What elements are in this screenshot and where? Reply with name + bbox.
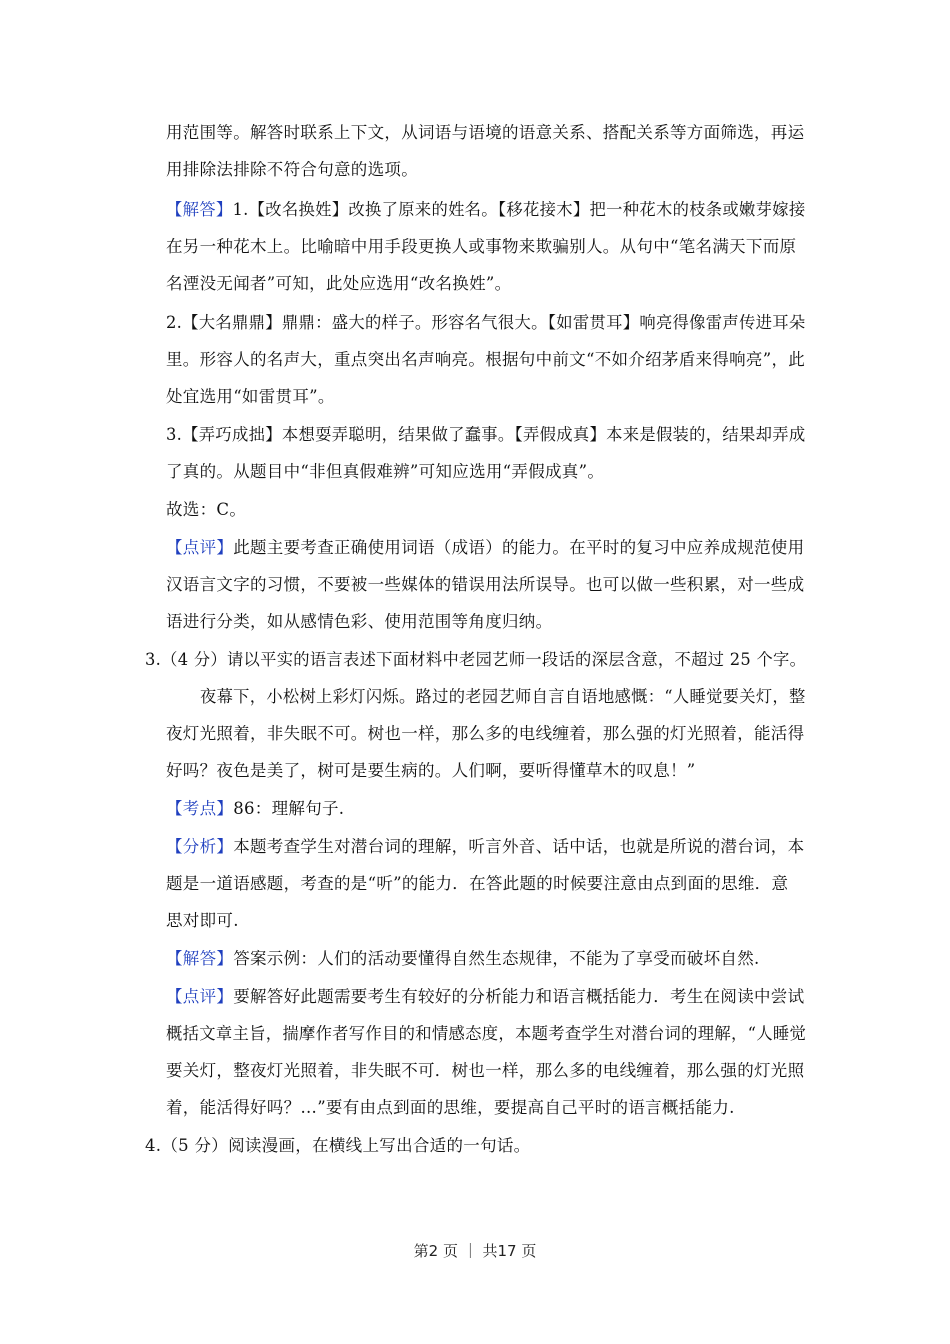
line-text: 3.【弄巧成拙】本想耍弄聪明，结果做了蠢事。【弄假成真】本来是假装的，结果却弄成 xyxy=(166,425,806,444)
line-text: 用范围等。解答时联系上下文，从词语与语境的语意关系、搭配关系等方面筛选，再运 xyxy=(166,123,805,142)
answer-line xyxy=(166,199,806,221)
text-line xyxy=(166,349,805,371)
text-line xyxy=(166,312,806,334)
question-4-line xyxy=(145,1135,531,1157)
line-text: 汉语言文字的习惯，不要被一些媒体的错误用法所误导。也可以做一些积累，对一些成 xyxy=(166,575,805,594)
line-text: 了真的。从题目中“非但真假难辨”可知应选用“弄假成真”。 xyxy=(166,462,605,481)
text-line xyxy=(166,910,239,932)
text-line xyxy=(166,611,552,633)
line-text: 要关灯，整夜灯光照着，非失眠不可．树也一样，那么多的电线缠着，那么强的灯光照 xyxy=(166,1061,805,1080)
line-text: 故选：C。 xyxy=(166,500,247,519)
line-text: 夜幕下，小松树上彩灯闪烁。路过的老园艺师自言自语地感慨：“人睡觉要关灯，整 xyxy=(200,687,806,706)
text-line xyxy=(166,386,335,408)
line-text: 在另一种花木上。比喻暗中用手段更换人或事物来欺骗别人。从句中“笔名满天下而原 xyxy=(166,237,797,256)
line-text: 名湮没无闻者”可知，此处应选用“改名换姓”。 xyxy=(166,274,512,293)
text-line xyxy=(166,424,806,446)
line-text: 1.【改名换姓】改换了原来的姓名。【移花接木】把一种花木的枝条或嫩芽嫁接 xyxy=(232,200,806,219)
text-line xyxy=(166,1060,804,1082)
line-text: 本题考查学生对潜台词的理解，听言外音、话中话，也就是所说的潜台词，本 xyxy=(233,837,805,856)
text-line xyxy=(166,461,604,483)
line-text: 着，能活得好吗？…”要有由点到面的思维，要提高自己平时的语言概括能力. xyxy=(166,1098,735,1117)
text-line xyxy=(166,273,511,295)
text-line xyxy=(166,236,796,258)
text-line xyxy=(166,122,806,144)
answer-tag: 【解答】 xyxy=(166,949,234,968)
line-text: 里。形容人的名声大，重点突出名声响亮。根据句中前文“不如介绍茅盾来得响亮”，此 xyxy=(166,350,806,369)
question-3-line xyxy=(145,649,806,671)
comment-tag: 【点评】 xyxy=(166,987,234,1006)
text-line xyxy=(166,159,418,181)
line-text: 概括文章主旨，揣摩作者写作目的和情感态度，本题考查学生对潜台词的理解，“人睡觉 xyxy=(166,1024,807,1043)
text-line xyxy=(166,574,804,596)
line-text: 2.【大名鼎鼎】鼎鼎：盛大的样子。形容名气很大。【如雷贯耳】响亮得像雷声传进耳朵 xyxy=(166,313,806,332)
line-text: 要解答好此题需要考生有较好的分析能力和语言概括能力．考生在阅读中尝试 xyxy=(233,987,805,1006)
line-text: 语进行分类，如从感情色彩、使用范围等角度归纳。 xyxy=(166,612,553,631)
comment-line xyxy=(166,537,804,559)
line-text: 题是一道语感题，考查的是“听”的能力．在答此题的时候要注意由点到面的思维．意 xyxy=(166,874,789,893)
knowledge-tag: 【考点】 xyxy=(166,799,234,818)
material-line xyxy=(166,723,804,745)
line-text: 4.（5 分）阅读漫画，在横线上写出合适的一句话。 xyxy=(145,1136,531,1155)
line-text: 处宜选用“如雷贯耳”。 xyxy=(166,387,335,406)
choice-line xyxy=(166,499,246,521)
text-line xyxy=(166,1097,735,1119)
line-text: 用排除法排除不符合句意的选项。 xyxy=(166,160,418,179)
line-text: 夜灯光照着，非失眠不可。树也一样，那么多的电线缠着，那么强的灯光照着，能活得 xyxy=(166,724,805,743)
analysis-line xyxy=(166,836,804,858)
answer-tag: 【解答】 xyxy=(166,200,233,219)
text-line xyxy=(166,873,788,895)
line-text: 此题主要考查正确使用词语（成语）的能力。在平时的复习中应养成规范使用 xyxy=(233,538,805,557)
line-text: 思对即可. xyxy=(166,911,239,930)
analysis-tag: 【分析】 xyxy=(166,837,234,856)
text-line xyxy=(166,1023,806,1045)
comment-line xyxy=(166,986,804,1008)
answer-line xyxy=(166,948,760,970)
page-footer: 第2 页 ｜ 共17 页 xyxy=(413,1242,537,1260)
material-line xyxy=(166,760,696,782)
comment-tag: 【点评】 xyxy=(166,538,234,557)
line-text: 好吗？夜色是美了，树可是要生病的。人们啊，要听得懂草木的叹息！” xyxy=(166,761,696,780)
knowledge-point-line xyxy=(166,798,344,820)
material-line xyxy=(200,686,806,708)
line-text: 86：理解句子. xyxy=(233,799,345,818)
line-text: 答案示例：人们的活动要懂得自然生态规律，不能为了享受而破坏自然. xyxy=(233,949,760,968)
line-text: 3.（4 分）请以平实的语言表述下面材料中老园艺师一段话的深层含意，不超过 25 个字。 xyxy=(145,650,807,669)
